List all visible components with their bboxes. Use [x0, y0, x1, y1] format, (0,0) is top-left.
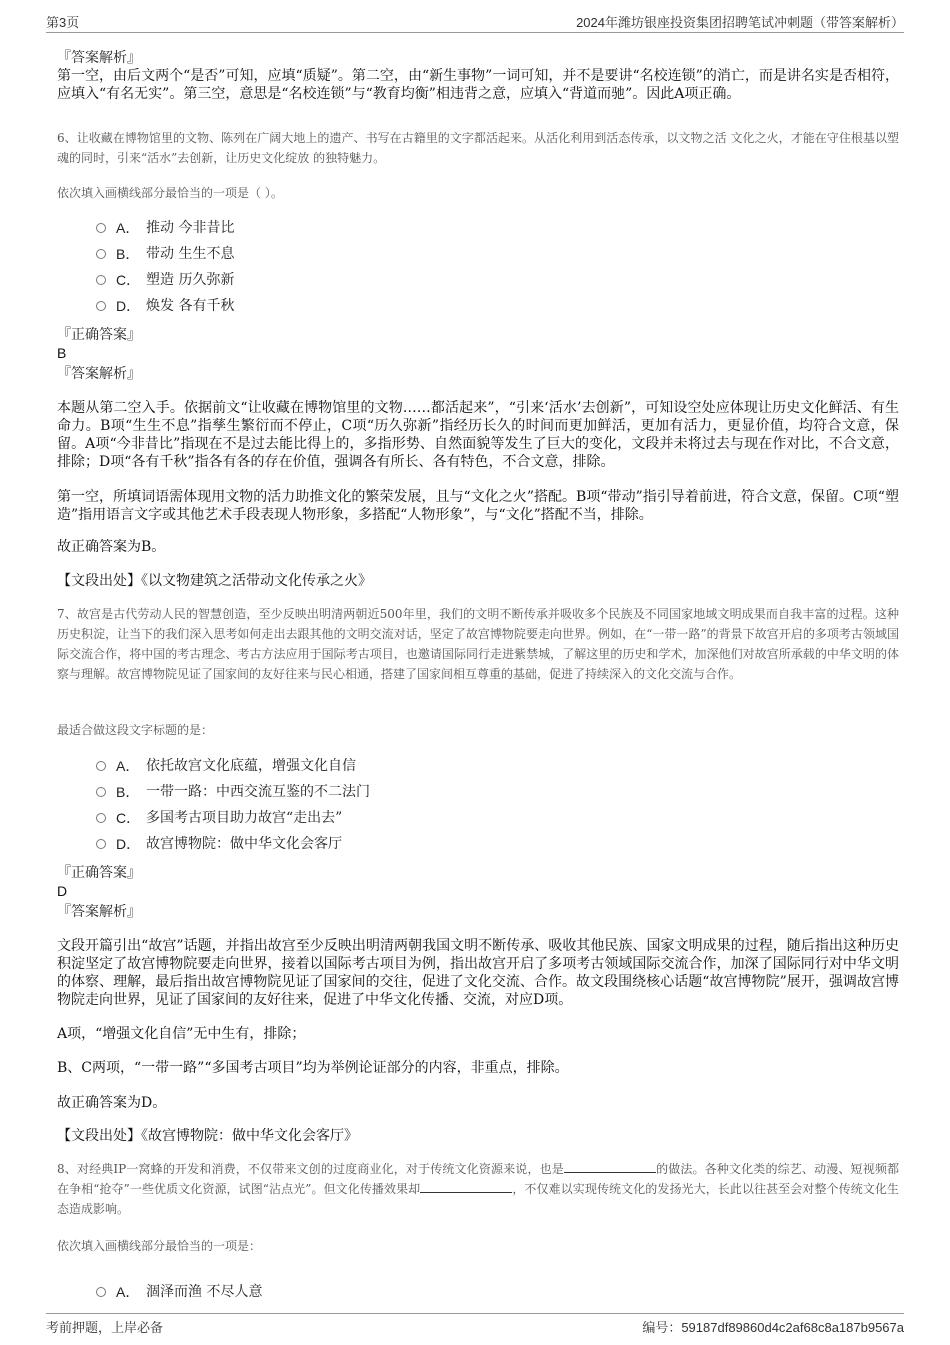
page-footer [46, 1313, 904, 1337]
q8-prompt: 依次填入画横线部分最恰当的一项是： [57, 1239, 262, 1253]
q6-stem: 6、让收藏在博物馆里的文物、陈列在广阔大地上的遗产、书写在古籍里的文字都活起来。从活化利用到活态传承，以文物之活 文化之火，才能在守住根基以塑魂的同时，引来“活水”去创新，让历史文化绽放 的独特魅力。 [57, 131, 899, 165]
q7-analysis-p4: 故正确答案为D。 [57, 1095, 167, 1111]
radio-icon[interactable] [96, 249, 106, 259]
radio-icon[interactable] [96, 787, 106, 797]
radio-icon[interactable] [96, 223, 106, 233]
q7-option-c[interactable]: C． 多国考古项目助力故宫“走出去” [96, 808, 342, 828]
q5-analysis-label: 『答案解析』 [57, 50, 141, 66]
q7-option-b[interactable]: B． 一带一路：中西交流互鉴的不二法门 [96, 782, 370, 802]
q7-answer: D [57, 883, 68, 899]
q8-option-a[interactable]: A． 涸泽而渔 不尽人意 [96, 1282, 262, 1302]
answer-blank [564, 1160, 656, 1173]
q7-analysis-p2: A项，“增强文化自信”无中生有，排除； [57, 1026, 306, 1042]
q6-analysis-p2: 第一空，所填词语需体现用文物的活力助推文化的繁荣发展，且与“文化之火”搭配。B项“带动”指引导着前进，符合文意，保留。C项“塑造”指用语言文字或其他艺术手段表现人物形象，多搭配“人物形象”，与“文化”搭配不当，排除。 [57, 489, 899, 523]
q6-analysis-p3: 故正确答案为B。 [57, 539, 166, 555]
q7-stem: 7、故宫是古代劳动人民的智慧创造，至少反映出明清两朝近500年里，我们的文明不断传承并吸收多个民族及不同国家地域文明成果而自我丰富的过程。这种历史积淀，让当下的我们深入思考如何走出去跟其他的文明交流对话，坚定了故宫博物院要走向世界。例如，在“一带一路”的背景下故宫开启的多项考古领域国际交流合作，将中国的考古理念、考古方法应用于国际考古项目，也邀请国际同行走进紫禁城，了解这里的历史和学术，加深他们对故宫所承载的中华文明的体察与理解。故宫博物院见证了国家间的友好往来与民心相通，搭建了国家间相互尊重的基础，促进了持续深入的文化交流与合作。 [57, 607, 899, 681]
q6-prompt: 依次填入画横线部分最恰当的一项是（ ）。 [57, 186, 283, 200]
answer-blank [420, 1180, 512, 1193]
q6-analysis-p1: 本题从第二空入手。依据前文“让收藏在博物馆里的文物……都活起来”，“引来‘活水’去创新”，可知设空处应体现让历史文化鲜活、有生命力。B项“生生不息”指孳生繁衍而不停止，C项“历久弥新”指经历长久的时间而更加鲜活，更加有活力，更显价值，均符合文意，保留。A项“今非昔比”指现在不是过去能比得上的，多指形势、自然面貌等发生了巨大的变化，文段并未将过去与现在作对比，不合文意，排除；D项“各有千秋”指各有各的存在价值，强调各有所长、各有特色，不合文意，排除。 [57, 400, 899, 470]
radio-icon[interactable] [96, 275, 106, 285]
q7-option-a[interactable]: A． 依托故宫文化底蕴，增强文化自信 [96, 756, 356, 776]
q7-prompt: 最适合做这段文字标题的是： [57, 723, 214, 737]
q7-analysis-p1: 文段开篇引出“故宫”话题，并指出故宫至少反映出明清两朝我国文明不断传承、吸收其他民族、国家文明成果的过程，随后指出这种历史积淀坚定了故宫博物院要走向世界，接着以国际考古项目为例，指出故宫开启了多项考古领域国际交流合作，加深了国际同行对中华文明的体察、理解，最后指出故宫博物院见证了国家间的交往，促进了文化交流、合作。故文段围绕核心话题“故宫博物院”展开，强调故宫博物院走向世界，见证了国家间的友好往来，促进了中华文化传播、交流，对应D项。 [57, 938, 899, 1008]
radio-icon[interactable] [96, 301, 106, 311]
radio-icon[interactable] [96, 839, 106, 849]
footer-slogan: 考前押题，上岸必备 [46, 1320, 164, 1335]
q7-answer-label: 『正确答案』 [57, 865, 141, 881]
q7-analysis-p3: B、C两项，“一带一路”“多国考古项目”均为举例论证部分的内容，非重点，排除。 [57, 1060, 569, 1076]
q7-option-d[interactable]: D． 故宫博物院：做中华文化会客厅 [96, 834, 342, 854]
q6-source: 【文段出处】《以文物建筑之活带动文化传承之火》 [57, 573, 372, 589]
radio-icon[interactable] [96, 1287, 106, 1297]
radio-icon[interactable] [96, 761, 106, 771]
document-title: 2024年潍坊银座投资集团招聘笔试冲刺题（带答案解析） [576, 15, 904, 30]
q6-option-d[interactable]: D． 焕发 各有千秋 [96, 296, 234, 316]
q5-analysis: 第一空，由后文两个“是否”可知，应填“质疑”。第二空，由“新生事物”一词可知，并不是要讲“名校连锁”的消亡，而是讲名实是否相符，应填入“有名无实”。第三空，意思是“名校连锁”与“教育均衡”相违背之意，应填入“背道而驰”。因此A项正确。 [57, 68, 899, 102]
page-header [46, 12, 904, 33]
q7-analysis-label: 『答案解析』 [57, 904, 141, 920]
q6-option-b[interactable]: B． 带动 生生不息 [96, 244, 234, 264]
q6-answer: B [57, 345, 67, 361]
document-id: 编号：59187df89860d4c2af68c8a187b9567a [642, 1320, 904, 1335]
q7-source: 【文段出处】《故宫博物院：做中华文化会客厅》 [57, 1128, 358, 1144]
q6-answer-label: 『正确答案』 [57, 327, 141, 343]
page-number: 第3页 [46, 15, 80, 30]
q6-option-c[interactable]: C． 塑造 历久弥新 [96, 270, 234, 290]
q6-analysis-label: 『答案解析』 [57, 366, 141, 382]
q6-option-a[interactable]: A． 推动 今非昔比 [96, 218, 234, 238]
radio-icon[interactable] [96, 813, 106, 823]
q8-stem: 8、对经典IP一窝蜂的开发和消费，不仅带来文创的过度商业化，对于传统文化资源来说，也是 的做法。各种文化类的综艺、动漫、短视频都在争相“抢夺”一些优质文化资源，试图“沾点光”。但文化传播效果却 ，不仅难以实现传统文化的发扬光大，长此以往甚至会对整个传统文化生态造成影响。 [57, 1162, 899, 1216]
